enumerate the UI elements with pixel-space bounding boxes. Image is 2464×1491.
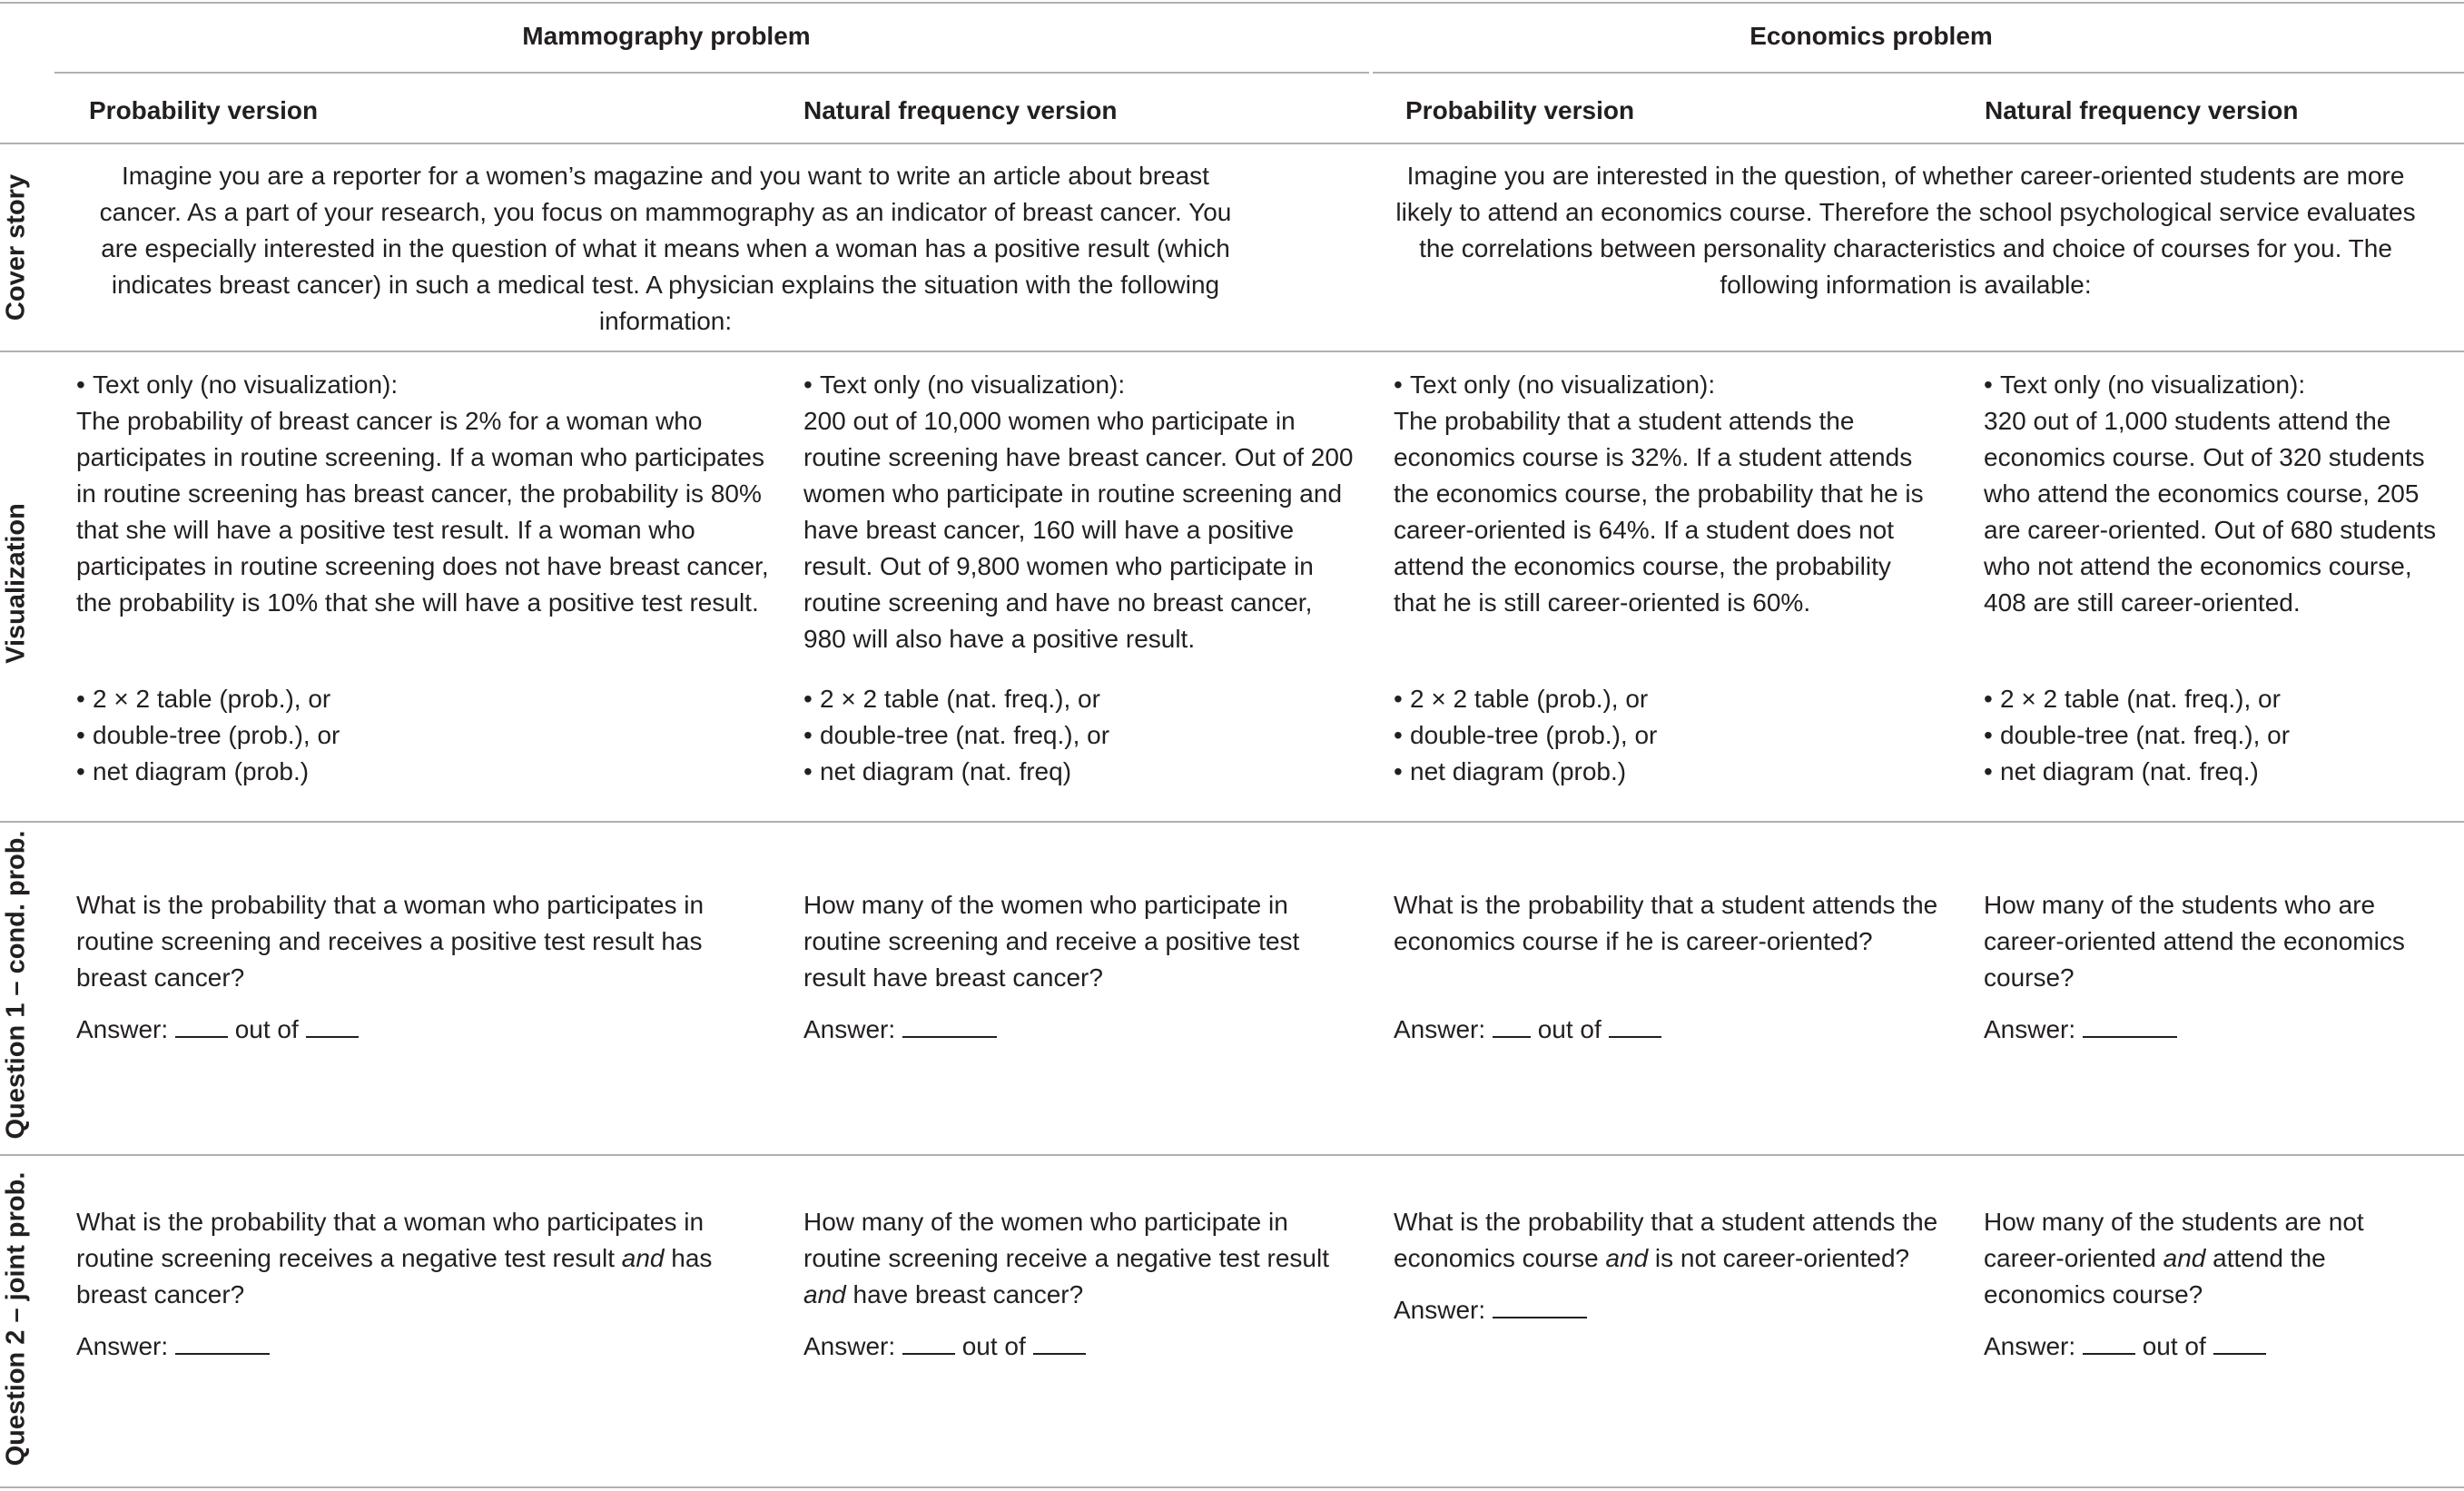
- viz-intro: Text only (no visualization):: [93, 370, 399, 399]
- bullet-icon: •: [76, 721, 85, 749]
- answer-line: [1394, 1012, 1938, 1048]
- q1-mam-nf: [803, 887, 1348, 1048]
- question-text: How many of the students who are career-oriented attend the economics course?: [1984, 891, 2405, 992]
- bullet-icon: •: [76, 370, 85, 399]
- question-text: What is the probability that a student attends the economics course if he is career-oriented?: [1394, 891, 1938, 955]
- bullet-icon: •: [803, 721, 813, 749]
- viz-option: 2 × 2 table (prob.), or: [1410, 685, 1649, 713]
- bullet-icon: •: [1394, 685, 1403, 713]
- bullet-icon: •: [803, 370, 813, 399]
- answer-blank[interactable]: [2083, 1012, 2177, 1038]
- answer-label: Answer:: [1394, 1015, 1486, 1043]
- q2-mam-prob: [76, 1204, 766, 1365]
- question-text: What is the probability that a woman who participates in routine screening and receives a positive test result has breast cancer?: [76, 891, 705, 992]
- economics-header: Economics problem: [1749, 22, 1993, 50]
- answer-blank[interactable]: [1033, 1329, 1086, 1355]
- answer-line: [1984, 1328, 2438, 1365]
- answer-blank[interactable]: [306, 1012, 359, 1038]
- out-of-label: out of: [2142, 1332, 2206, 1360]
- cover-story-economics: Imagine you are interested in the question, of whether career-oriented students are more likely to attend an economics course. Therefore the school psychological service evaluates the correlations between personality characteristics and choice of courses for you. The following information is available:: [1395, 162, 2416, 299]
- question-text: How many of the women who participate in routine screening receive a negative test result and have breast cancer?: [803, 1208, 1329, 1308]
- viz-option: net diagram (nat. freq.): [2000, 757, 2259, 785]
- visualization-eco-prob-options: [1394, 681, 1938, 790]
- answer-blank[interactable]: [2213, 1329, 2266, 1355]
- answer-blank[interactable]: [1493, 1293, 1587, 1318]
- cover-rule: [0, 351, 2464, 352]
- question-text: What is the probability that a woman who participates in routine screening receives a negative test result and has breast cancer?: [76, 1208, 713, 1308]
- q2-eco-nf: [1984, 1204, 2438, 1365]
- bullet-icon: •: [1394, 370, 1403, 399]
- bullet-icon: •: [1984, 370, 1993, 399]
- answer-label: Answer:: [803, 1332, 896, 1360]
- q1-mam-prob: [76, 887, 766, 1048]
- bullet-icon: •: [1394, 721, 1403, 749]
- answer-line: [803, 1328, 1348, 1365]
- viz-option: net diagram (nat. freq): [820, 757, 1072, 785]
- viz-option: 2 × 2 table (nat. freq.), or: [820, 685, 1100, 713]
- bullet-icon: •: [1394, 757, 1403, 785]
- out-of-label: out of: [234, 1015, 299, 1043]
- answer-label: Answer:: [1984, 1015, 2076, 1043]
- cover-story-mammography: Imagine you are a reporter for a women’s magazine and you want to write an article about breast cancer. As a part of your research, you focus on mammography as an indicator of breast cancer. You are especially interested in the question of what it means when a woman has a positive result (which indicates breast cancer) in such a medical test. A physician explains the situation with the following information:: [99, 162, 1232, 335]
- bullet-icon: •: [1984, 757, 1993, 785]
- answer-label: Answer:: [1394, 1296, 1486, 1324]
- q2-mam-nf: [803, 1204, 1348, 1365]
- row-label-visualization: Visualization: [1, 503, 31, 664]
- answer-line: [803, 1012, 1348, 1048]
- header-underline-economics: [1373, 72, 2464, 74]
- row-label-q2: Question 2 – joint prob.: [1, 1171, 31, 1466]
- viz-option: 2 × 2 table (nat. freq.), or: [2000, 685, 2281, 713]
- col-header-eco-prob: Probability version: [1405, 96, 1635, 124]
- row-label-q1: Question 1 – cond. prob.: [1, 830, 31, 1140]
- bullet-icon: •: [76, 685, 85, 713]
- viz-option: 2 × 2 table (prob.), or: [93, 685, 331, 713]
- bullet-icon: •: [76, 757, 85, 785]
- viz-option: double-tree (nat. freq.), or: [2000, 721, 2291, 749]
- subheader-rule: [0, 143, 2464, 144]
- viz-text: The probability of breast cancer is 2% for a woman who participates in routine screening. If a woman who participates in routine screening has breast cancer, the probability is 80% that she will have a positive test result. If a woman who participates in routine screening does not have breast cancer, the probability is 10% that she will have a positive test result.: [76, 407, 769, 617]
- visualization-mam-prob: [76, 367, 775, 621]
- bullet-icon: •: [1984, 685, 1993, 713]
- answer-line: [76, 1012, 766, 1048]
- answer-blank[interactable]: [175, 1329, 270, 1355]
- answer-label: Answer:: [76, 1015, 169, 1043]
- q1-rule: [0, 1154, 2464, 1156]
- out-of-label: out of: [961, 1332, 1026, 1360]
- q2-eco-prob: [1394, 1204, 1938, 1328]
- viz-intro: Text only (no visualization):: [2000, 370, 2306, 399]
- question-text: How many of the students are not career-oriented and attend the economics course?: [1984, 1208, 2364, 1308]
- visualization-eco-prob: [1394, 367, 1938, 621]
- col-header-mam-nf: Natural frequency version: [803, 96, 1118, 124]
- viz-text: The probability that a student attends the economics course is 32%. If a student attends the economics course, the probability that he is career-oriented is 64%. If a student does not attend the economics course, the probability that he is still career-oriented is 60%.: [1394, 407, 1924, 617]
- answer-blank[interactable]: [1609, 1012, 1661, 1038]
- visualization-mam-nf: [803, 367, 1357, 657]
- viz-option: double-tree (prob.), or: [1410, 721, 1658, 749]
- viz-option: double-tree (prob.), or: [93, 721, 340, 749]
- answer-line: [1394, 1292, 1938, 1328]
- header-underline-mammography: [54, 72, 1369, 74]
- viz-intro: Text only (no visualization):: [820, 370, 1126, 399]
- viz-intro: Text only (no visualization):: [1410, 370, 1716, 399]
- viz-option: double-tree (nat. freq.), or: [820, 721, 1110, 749]
- viz-option: net diagram (prob.): [93, 757, 310, 785]
- visualization-eco-nf-options: [1984, 681, 2449, 790]
- bullet-icon: •: [803, 757, 813, 785]
- answer-blank[interactable]: [902, 1012, 997, 1038]
- answer-line: [1984, 1012, 2438, 1048]
- mammography-header: Mammography problem: [522, 22, 811, 50]
- viz-text: 200 out of 10,000 women who participate in routine screening have breast cancer. Out of 200 women who participate in routine screening and have breast cancer, 160 will have a positive result. Out of 9,800 women who participate in routine screening and have no breast cancer, 980 will also have a positive result.: [803, 407, 1354, 653]
- answer-label: Answer:: [803, 1015, 896, 1043]
- q1-eco-nf: [1984, 887, 2438, 1048]
- visualization-mam-nf-options: [803, 681, 1357, 790]
- row-label-cover: Cover story: [1, 173, 31, 321]
- out-of-label: out of: [1537, 1015, 1602, 1043]
- col-header-eco-nf: Natural frequency version: [1985, 96, 2299, 124]
- q1-eco-prob: [1394, 887, 1938, 1048]
- viz-text: 320 out of 1,000 students attend the economics course. Out of 320 students who attend the economics course, 205 are career-oriented. Out of 680 students who not attend the economics course, 408 are still career-oriented.: [1984, 407, 2437, 617]
- question-text: How many of the women who participate in routine screening and receive a positive test result have breast cancer?: [803, 891, 1300, 992]
- answer-line: [76, 1328, 766, 1365]
- answer-blank[interactable]: [902, 1329, 955, 1355]
- bottom-rule: [0, 1486, 2464, 1488]
- col-header-mam-prob: Probability version: [89, 96, 319, 124]
- visualization-eco-nf: [1984, 367, 2449, 621]
- answer-blank[interactable]: [1493, 1012, 1531, 1038]
- visualization-mam-prob-options: [76, 681, 775, 790]
- bullet-icon: •: [803, 685, 813, 713]
- answer-blank[interactable]: [2083, 1329, 2135, 1355]
- answer-label: Answer:: [1984, 1332, 2076, 1360]
- question-text: What is the probability that a student attends the economics course and is not career-oriented?: [1394, 1208, 1938, 1272]
- answer-blank[interactable]: [175, 1012, 228, 1038]
- viz-option: net diagram (prob.): [1410, 757, 1627, 785]
- answer-label: Answer:: [76, 1332, 169, 1360]
- visualization-rule: [0, 821, 2464, 823]
- bullet-icon: •: [1984, 721, 1993, 749]
- top-rule: [0, 2, 2464, 4]
